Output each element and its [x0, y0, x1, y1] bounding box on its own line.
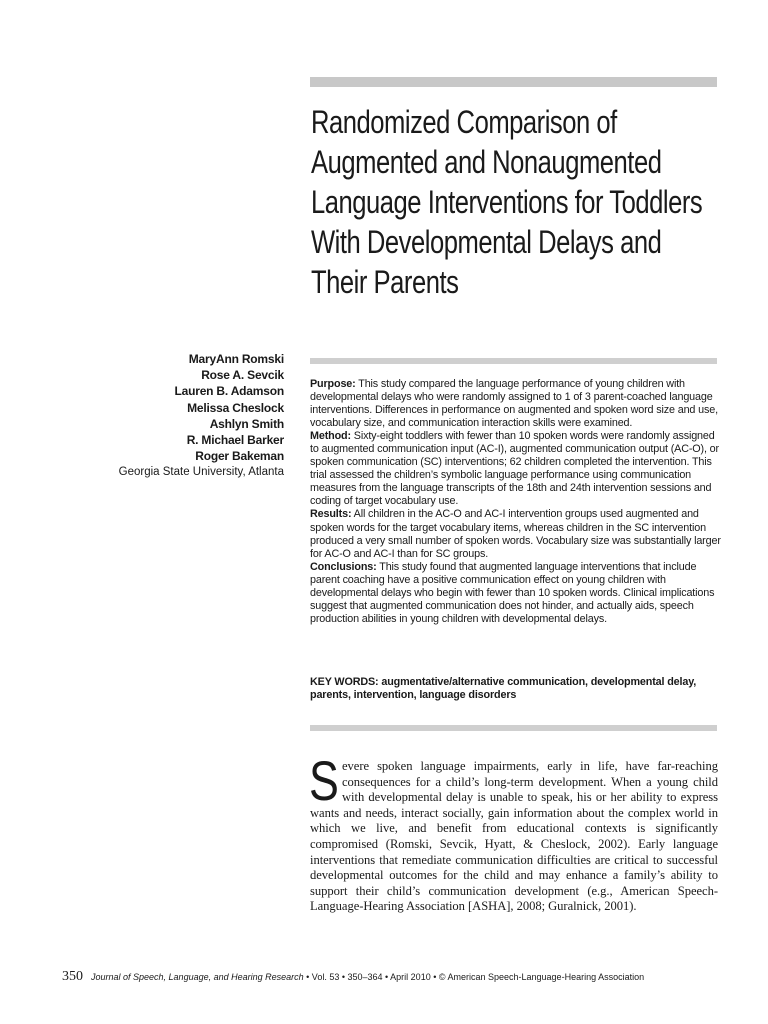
- keywords: KEY WORDS: augmentative/alternative communication, developmental delay, parents, intervention, language disorders: [310, 676, 697, 702]
- results-label: Results:: [310, 508, 352, 521]
- author-name: Rose A. Sevcik: [201, 368, 284, 383]
- page-footer: [62, 969, 722, 985]
- article-title: [311, 102, 727, 302]
- body-paragraph: [309, 749, 718, 915]
- author-name: MaryAnn Romski: [188, 352, 284, 366]
- abstract-purpose: [310, 378, 722, 430]
- conclusions-text: This study found that augmented language interventions that include parent coaching have a positive communication effect on young children with developmental delays who begin with fewer than 10 spoken words. Clinical implications suggest that augmented communication does not hinder, and actually aids, speech production abilities in young children with developmental delays.: [310, 560, 715, 625]
- abstract-conclusions: [310, 561, 722, 626]
- title-rule: [310, 77, 717, 87]
- author-name: Roger Bakeman: [195, 449, 284, 464]
- journal-details: • Vol. 53 • 350–364 • April 2010 • © American Speech-Language-Hearing Association: [303, 972, 645, 982]
- title-line: Augmented and Nonaugmented: [311, 144, 662, 180]
- body-rule: [310, 725, 717, 731]
- author-name: R. Michael Barker: [186, 433, 284, 448]
- author-name: Ashlyn Smith: [209, 416, 284, 431]
- title-line: Randomized Comparison of: [311, 104, 617, 140]
- purpose-label: Purpose:: [310, 378, 356, 390]
- journal-name: Journal of Speech, Language, and Hearing Research: [91, 972, 304, 982]
- author-block: [119, 351, 284, 481]
- purpose-text: This study compared the language performance of young children with developmental delays who were randomly assigned to 1 of 3 parent-coached language interventions. Differences in performance on augmented and spoken word size and use, vocabulary size, and communication interaction skills were examined.: [310, 378, 718, 430]
- results-text: All children in the AC-O and AC-I intervention groups used augmented and spoken words for the target vocabulary items, whereas children in the SC intervention produced a very small number of spoken words. Vocabulary size was substantially larger for AC-O and AC-I than for SC groups.: [310, 508, 721, 560]
- title-line: Language Interventions for Toddlers: [311, 184, 703, 220]
- conclusions-label: Conclusions:: [310, 560, 377, 573]
- affiliation: Georgia State University, Atlanta: [118, 466, 284, 479]
- author-name: Melissa Cheslock: [187, 400, 284, 415]
- author-name: Lauren B. Adamson: [174, 384, 284, 399]
- title-line: Their Parents: [311, 264, 459, 300]
- body-text: evere spoken language impairments, early in life, have far-reaching consequences for a child’s long-term development. When a young child with developmental delay is unable to speak, his or her ability to express wants and needs, interact socially, gain information about the complex world in which we live, and benefit from educational contexts is significantly compromised (Romski, Sevcik, Hyatt, & Cheslock, 2002). Early language interventions that remediate communication difficulties are critical to successful developmental outcomes for the child and may enhance a family’s ability to support their child’s communication development (e.g., American Speech-Language-Hearing Association [ASHA], 2008; Guralnick, 2001).: [310, 759, 718, 914]
- abstract: [310, 378, 722, 626]
- abstract-method: [310, 430, 722, 508]
- method-text: Sixty-eight toddlers with fewer than 10 spoken words were randomly assigned to augmented communication input (AC-I), augmented communication output (AC-O), or spoken communication (SC) interventions; 62 children completed the intervention. This trial assessed the children’s symbolic language performance using communication measures from the language transcripts of the 18th and 24th intervention sessions and coding of target vocabulary use.: [310, 430, 719, 508]
- page-number: 350: [62, 969, 83, 984]
- drop-cap: S: [309, 749, 339, 812]
- abstract-rule: [310, 358, 717, 364]
- abstract-results: [310, 508, 722, 560]
- title-line: With Developmental Delays and: [311, 224, 662, 260]
- method-label: Method:: [310, 430, 351, 443]
